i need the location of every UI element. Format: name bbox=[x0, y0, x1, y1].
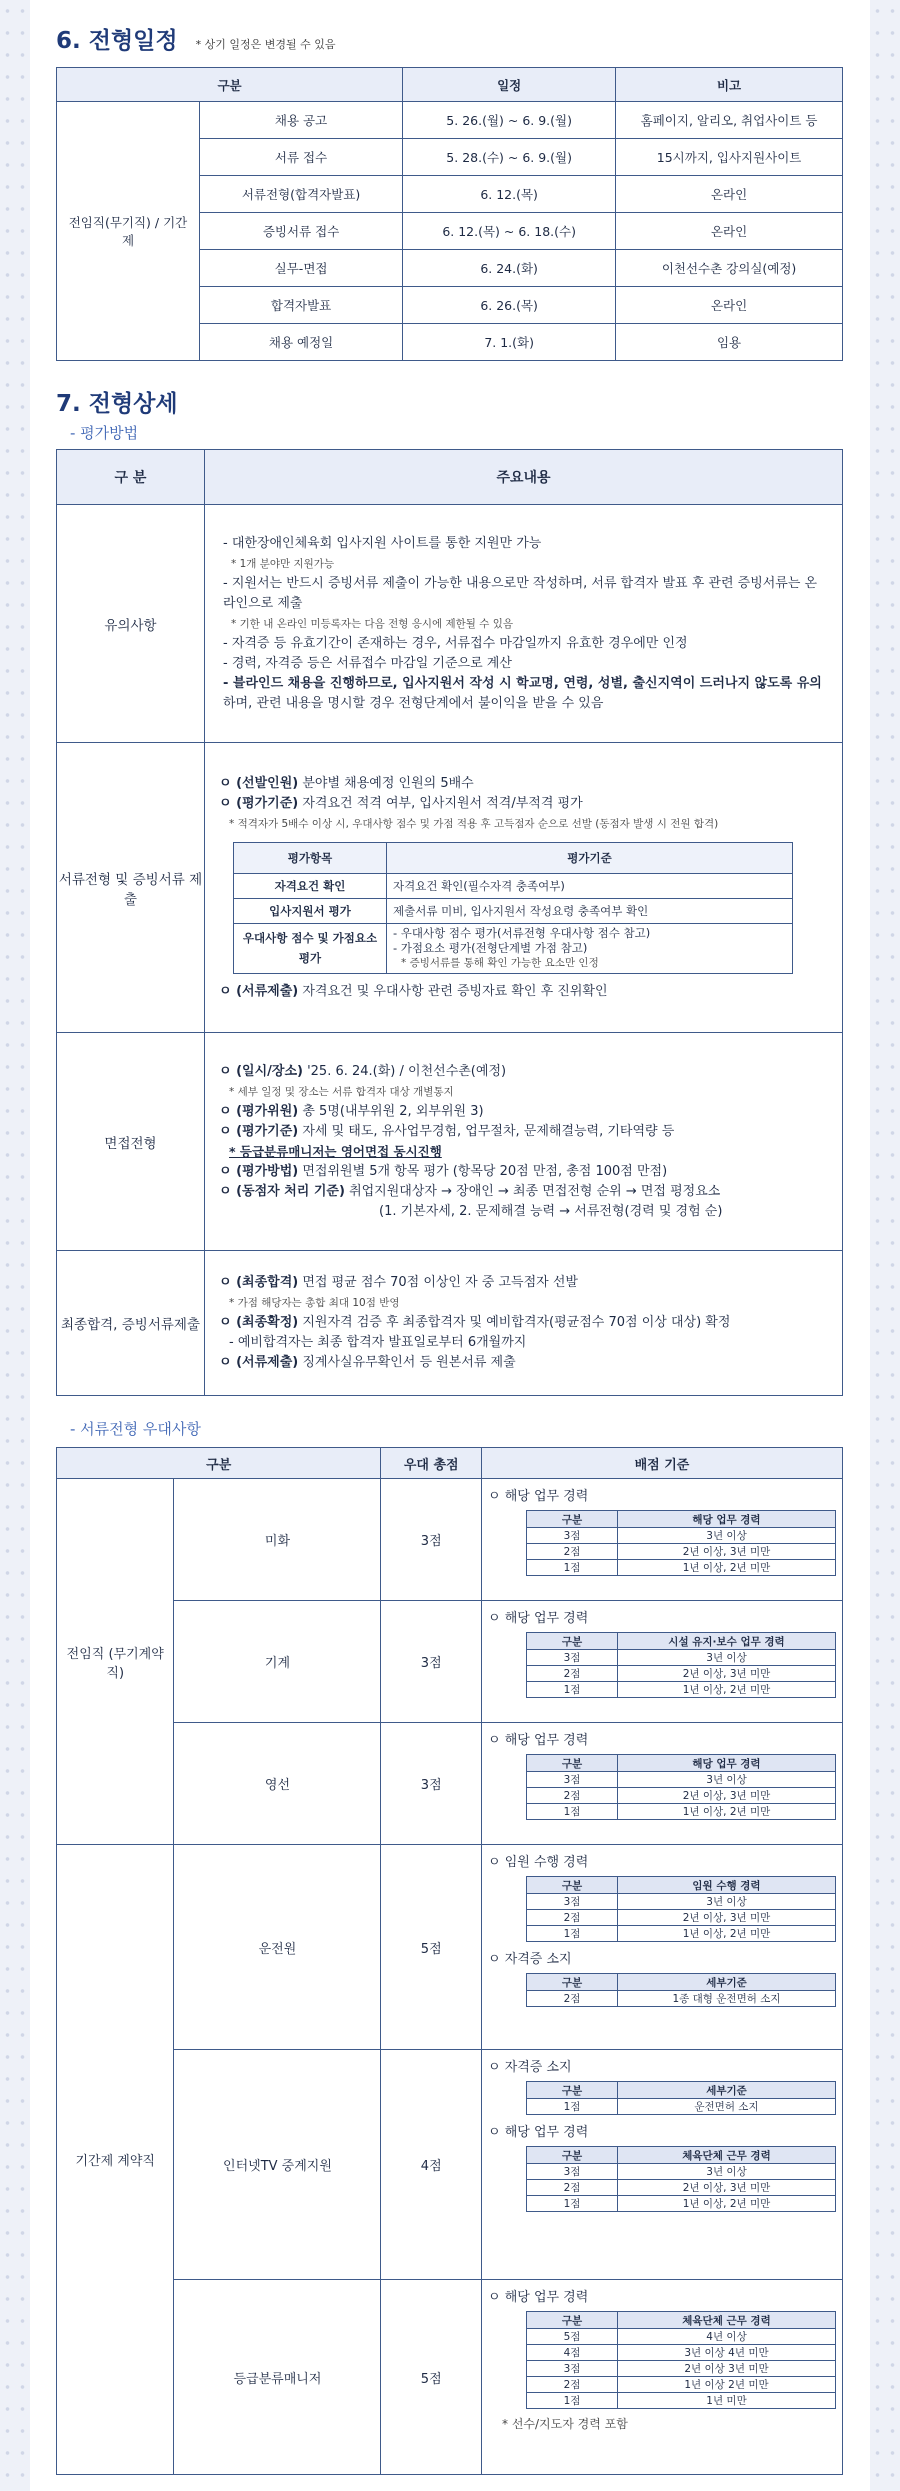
final-line-key: ㅇ (최종합격) bbox=[219, 1275, 299, 1290]
score-table-row bbox=[527, 1560, 836, 1576]
schedule-header: 구분 bbox=[57, 68, 403, 102]
score-table-cell: 5점 bbox=[527, 2329, 618, 2345]
interview-line-key: ㅇ (평가위원) bbox=[219, 1103, 299, 1119]
schedule-cell: 홈페이지, 알리오, 취업사이트 등 bbox=[616, 102, 843, 139]
score-table-header: 임원 수행 경력 bbox=[618, 1877, 836, 1894]
criteria-detail: 제출서류 미비, 입사지원서 작성요령 충족여부 확인 bbox=[387, 898, 793, 923]
final-line bbox=[219, 1353, 828, 1373]
final-label: 최종합격, 증빙서류제출 bbox=[57, 1251, 205, 1396]
schedule-cell: 15시까지, 입사지원사이트 bbox=[616, 139, 843, 176]
score-table-cell: 3점 bbox=[527, 1894, 618, 1910]
score-table-row bbox=[527, 2361, 836, 2377]
score-table-cell: 3점 bbox=[527, 1772, 618, 1788]
criteria-detail: 자격요건 확인(필수자격 충족여부) bbox=[387, 873, 793, 898]
right-decorative-border bbox=[870, 0, 900, 2491]
preference-score: 3점 bbox=[381, 1601, 482, 1723]
interview-line-key: ㅇ (평가기준) bbox=[219, 1123, 299, 1139]
criteria-detail-line: - 우대사항 점수 평가(서류전형 우대사항 점수 참고) bbox=[393, 925, 651, 940]
preference-table bbox=[56, 1447, 843, 2475]
document-screening-content bbox=[205, 743, 843, 1033]
score-table-cell: 1점 bbox=[527, 1804, 618, 1820]
interview-line-key: ㅇ (동점자 처리 기준) bbox=[219, 1183, 345, 1199]
score-table-row bbox=[527, 2377, 836, 2393]
score-table-header: 체육단체 근무 경력 bbox=[618, 2147, 836, 2164]
score-table-cell: 3점 bbox=[527, 1650, 618, 1666]
preference-score: 3점 bbox=[381, 1479, 482, 1601]
preference-score: 4점 bbox=[381, 2050, 482, 2280]
score-table-header: 세부기준 bbox=[618, 1974, 836, 1991]
score-table-cell: 2년 이상, 3년 미만 bbox=[618, 1544, 836, 1560]
score-table-header: 시설 유지·보수 업무 경력 bbox=[618, 1633, 836, 1650]
preference-score: 3점 bbox=[381, 1723, 482, 1845]
score-table-header-row bbox=[527, 1755, 836, 1772]
preference-criteria bbox=[482, 1601, 843, 1723]
schedule-cell: 6. 12.(목) bbox=[403, 176, 616, 213]
score-table bbox=[526, 1510, 836, 1576]
criteria-title: ㅇ 자격증 소지 bbox=[488, 2060, 572, 2075]
score-table bbox=[526, 1754, 836, 1820]
interview-line-key: ㅇ (평가방법) bbox=[219, 1163, 299, 1179]
notice-blind-bold: - 블라인드 채용을 진행하므로, 입사지원서 작성 시 학교명, 연령, 성별, 출신지역이 드러나지 않도록 유의 bbox=[223, 675, 822, 691]
score-table-cell: 1년 미만 bbox=[618, 2393, 836, 2409]
schedule-cell: 6. 12.(목) ~ 6. 18.(수) bbox=[403, 213, 616, 250]
preference-group-label: 기간제 계약직 bbox=[57, 1845, 174, 2475]
preference-row bbox=[57, 2050, 843, 2280]
schedule-cell: 임용 bbox=[616, 324, 843, 361]
preference-subtitle: - 서류전형 우대사항 bbox=[70, 1420, 201, 1438]
schedule-header: 일정 bbox=[403, 68, 616, 102]
schedule-cell: 7. 1.(화) bbox=[403, 324, 616, 361]
criteria-header-row bbox=[234, 842, 793, 873]
schedule-cell: 6. 26.(목) bbox=[403, 287, 616, 324]
criteria-item: 자격요건 확인 bbox=[234, 873, 387, 898]
score-table-header-row bbox=[527, 1633, 836, 1650]
score-table-header: 구분 bbox=[527, 1755, 618, 1772]
interview-english-note: * 등급분류매니저는 영어면접 동시진행 bbox=[229, 1143, 442, 1159]
notice-note: * 1개 분야만 지원가능 bbox=[231, 557, 335, 570]
score-table-cell: 4점 bbox=[527, 2345, 618, 2361]
preference-criteria bbox=[482, 2050, 843, 2280]
preference-header: 구분 bbox=[57, 1448, 381, 1479]
final-line bbox=[219, 1273, 828, 1293]
criteria-title: ㅇ 해당 업무 경력 bbox=[488, 1489, 589, 1504]
preference-row bbox=[57, 1845, 843, 2050]
score-table-cell: 2년 이상, 3년 미만 bbox=[618, 1788, 836, 1804]
preference-position-name: 영선 bbox=[174, 1723, 381, 1845]
score-table-row bbox=[527, 2329, 836, 2345]
criteria-item: 우대사항 점수 및 가점요소평가 bbox=[234, 923, 387, 973]
schedule-cell: 온라인 bbox=[616, 287, 843, 324]
notice-line: - 자격증 등 유효기간이 존재하는 경우, 서류접수 마감일까지 유효한 경우에만 인정 bbox=[223, 635, 688, 651]
score-table-cell: 3점 bbox=[527, 2361, 618, 2377]
doc-line-key: ㅇ (평가기준) bbox=[219, 795, 299, 811]
schedule-cell: 6. 24.(화) bbox=[403, 250, 616, 287]
document-page bbox=[56, 0, 843, 2475]
schedule-group-label: 전임직(무기직) / 기간제 bbox=[57, 102, 200, 361]
criteria-title: ㅇ 해당 업무 경력 bbox=[488, 1611, 589, 1626]
schedule-cell: 서류 접수 bbox=[200, 139, 403, 176]
score-table-cell: 3년 이상 4년 미만 bbox=[618, 2345, 836, 2361]
criteria-title: ㅇ 임원 수행 경력 bbox=[488, 1855, 589, 1870]
final-line bbox=[219, 1313, 828, 1333]
preference-header-row bbox=[57, 1448, 843, 1479]
criteria-item: 입사지원서 평가 bbox=[234, 898, 387, 923]
preference-criteria bbox=[482, 1723, 843, 1845]
score-table-header: 구분 bbox=[527, 1974, 618, 1991]
preference-row bbox=[57, 1601, 843, 1723]
interview-line-continuation: (1. 기본자세, 2. 문제해결 능력 → 서류전형(경력 및 경험 순) bbox=[379, 1203, 723, 1219]
score-table-cell: 2점 bbox=[527, 2180, 618, 2196]
interview-line-text: '25. 6. 24.(화) / 이천선수촌(예정) bbox=[302, 1063, 507, 1079]
score-table-row bbox=[527, 2180, 836, 2196]
final-row bbox=[57, 1251, 843, 1396]
final-line-key: ㅇ (최종확정) bbox=[219, 1315, 299, 1330]
criteria-header: 평가항목 bbox=[234, 842, 387, 873]
score-table-header: 세부기준 bbox=[618, 2082, 836, 2099]
score-table-header: 구분 bbox=[527, 1633, 618, 1650]
doc-line-key: ㅇ (선발인원) bbox=[219, 775, 299, 791]
score-table-header: 해당 업무 경력 bbox=[618, 1755, 836, 1772]
score-table-row bbox=[527, 1788, 836, 1804]
score-table-cell: 2년 이상, 3년 미만 bbox=[618, 1666, 836, 1682]
preference-criteria bbox=[482, 1479, 843, 1601]
criteria-row bbox=[234, 873, 793, 898]
notice-line: - 지원서는 반드시 증빙서류 제출이 가능한 내용으로만 작성하며, 서류 합격자 발표 후 관련 증빙서류는 온라인으로 제출 bbox=[223, 575, 818, 611]
score-table-header: 구분 bbox=[527, 2312, 618, 2329]
score-table-row bbox=[527, 1772, 836, 1788]
score-table-header-row bbox=[527, 1974, 836, 1991]
interview-line bbox=[219, 1122, 828, 1142]
final-line-text: 징계사실유무확인서 등 원본서류 제출 bbox=[298, 1355, 516, 1370]
evaluation-header: 구 분 bbox=[57, 450, 205, 505]
score-table bbox=[526, 2146, 836, 2212]
score-table-header: 구분 bbox=[527, 2147, 618, 2164]
score-table-header-row bbox=[527, 2312, 836, 2329]
score-table-row bbox=[527, 1528, 836, 1544]
score-table-header: 구분 bbox=[527, 1511, 618, 1528]
score-table-row bbox=[527, 1804, 836, 1820]
criteria-title: ㅇ 해당 업무 경력 bbox=[488, 2290, 589, 2305]
score-table-cell: 2년 이상, 3년 미만 bbox=[618, 1910, 836, 1926]
score-table-cell: 2년 이상, 3년 미만 bbox=[618, 2180, 836, 2196]
score-table-cell: 1년 이상, 2년 미만 bbox=[618, 2196, 836, 2212]
evaluation-method-subtitle: - 평가방법 bbox=[70, 424, 139, 442]
notice-row bbox=[57, 505, 843, 743]
schedule-header: 비고 bbox=[616, 68, 843, 102]
interview-label: 면접전형 bbox=[57, 1033, 205, 1251]
score-table-row bbox=[527, 2164, 836, 2180]
schedule-header-row bbox=[57, 68, 843, 102]
preference-position-name: 미화 bbox=[174, 1479, 381, 1601]
score-table-cell: 1점 bbox=[527, 2099, 618, 2115]
score-table-cell: 1년 이상, 2년 미만 bbox=[618, 1682, 836, 1698]
criteria-detail-note: * 증빙서류를 통해 확인 가능한 요소만 인정 bbox=[401, 956, 599, 969]
doc-line bbox=[219, 774, 828, 794]
evaluation-header-row bbox=[57, 450, 843, 505]
score-table-row bbox=[527, 2393, 836, 2409]
criteria-title: ㅇ 자격증 소지 bbox=[488, 1952, 572, 1967]
final-line-key: ㅇ (서류제출) bbox=[219, 1355, 299, 1370]
interview-line-key: ㅇ (일시/장소) bbox=[219, 1063, 303, 1079]
schedule-row bbox=[57, 102, 843, 139]
doc-line-key: ㅇ (서류제출) bbox=[219, 983, 299, 999]
score-table-cell: 1년 이상, 2년 미만 bbox=[618, 1926, 836, 1942]
score-table-row bbox=[527, 1666, 836, 1682]
document-criteria-table bbox=[233, 842, 793, 974]
score-table-row bbox=[527, 1650, 836, 1666]
score-table-cell: 1년 이상, 2년 미만 bbox=[618, 1804, 836, 1820]
score-table-cell: 1점 bbox=[527, 1560, 618, 1576]
final-line-text: 지원자격 검증 후 최종합격자 및 예비합격자(평균점수 70점 이상 대상) 확정 bbox=[298, 1315, 731, 1330]
notice-blind-text: 하며, 관련 내용을 명시할 경우 전형단계에서 불이익을 받을 수 있음 bbox=[223, 695, 604, 711]
score-table bbox=[526, 1973, 836, 2007]
score-table-row bbox=[527, 2099, 836, 2115]
interview-note: * 세부 일정 및 장소는 서류 합격자 대상 개별통지 bbox=[229, 1085, 454, 1098]
score-table-cell: 2점 bbox=[527, 1666, 618, 1682]
schedule-cell: 합격자발표 bbox=[200, 287, 403, 324]
preference-row bbox=[57, 2280, 843, 2475]
schedule-cell: 채용 예정일 bbox=[200, 324, 403, 361]
schedule-cell: 5. 26.(월) ~ 6. 9.(월) bbox=[403, 102, 616, 139]
interview-row bbox=[57, 1033, 843, 1251]
score-table-cell: 3년 이상 bbox=[618, 1650, 836, 1666]
criteria-footnote: * 선수/지도자 경력 포함 bbox=[502, 2417, 628, 2431]
score-table-row bbox=[527, 1682, 836, 1698]
score-table-cell: 1점 bbox=[527, 1682, 618, 1698]
interview-content bbox=[205, 1033, 843, 1251]
interview-line-text: 총 5명(내부위원 2, 외부위원 3) bbox=[298, 1103, 484, 1119]
final-line-text: 면접 평균 점수 70점 이상인 자 중 고득점자 선발 bbox=[298, 1275, 578, 1290]
score-table-cell: 1점 bbox=[527, 2196, 618, 2212]
score-table-cell: 2년 이상 3년 미만 bbox=[618, 2361, 836, 2377]
score-table-cell: 3점 bbox=[527, 2164, 618, 2180]
doc-line bbox=[219, 982, 828, 1002]
schedule-cell: 실무-면접 bbox=[200, 250, 403, 287]
score-table-cell: 2점 bbox=[527, 1910, 618, 1926]
preference-header: 우대 총점 bbox=[381, 1448, 482, 1479]
score-table-header: 구분 bbox=[527, 1877, 618, 1894]
preference-criteria bbox=[482, 1845, 843, 2050]
score-table-cell: 3년 이상 bbox=[618, 1894, 836, 1910]
section6-title bbox=[56, 22, 843, 55]
final-content bbox=[205, 1251, 843, 1396]
score-table-header-row bbox=[527, 2082, 836, 2099]
section7-title: 7. 전형상세 bbox=[56, 391, 178, 417]
schedule-cell: 서류전형(합격자발표) bbox=[200, 176, 403, 213]
evaluation-table bbox=[56, 449, 843, 1396]
score-table-cell: 1종 대형 운전면허 소지 bbox=[618, 1991, 836, 2007]
left-decorative-border bbox=[0, 0, 30, 2491]
schedule-cell: 온라인 bbox=[616, 213, 843, 250]
preference-score: 5점 bbox=[381, 2280, 482, 2475]
schedule-cell: 채용 공고 bbox=[200, 102, 403, 139]
score-table-header: 체육단체 근무 경력 bbox=[618, 2312, 836, 2329]
score-table-cell: 2점 bbox=[527, 1788, 618, 1804]
score-table-cell: 3점 bbox=[527, 1528, 618, 1544]
score-table-row bbox=[527, 1894, 836, 1910]
notice-label: 유의사항 bbox=[57, 505, 205, 743]
score-table-header-row bbox=[527, 1877, 836, 1894]
score-table-header: 해당 업무 경력 bbox=[618, 1511, 836, 1528]
criteria-row bbox=[234, 898, 793, 923]
score-table-cell: 1점 bbox=[527, 2393, 618, 2409]
notice-note: * 기한 내 온라인 미등록자는 다음 전형 응시에 제한될 수 있음 bbox=[231, 617, 514, 630]
document-screening-row bbox=[57, 743, 843, 1033]
score-table bbox=[526, 2311, 836, 2409]
score-table bbox=[526, 1632, 836, 1698]
doc-note: * 적격자가 5배수 이상 시, 우대사항 점수 및 가점 적용 후 고득점자 순으로 선발 (동점자 발생 시 전원 합격) bbox=[229, 817, 719, 830]
score-table-cell: 1년 이상, 2년 미만 bbox=[618, 1560, 836, 1576]
interview-line-text: 면접위원별 5개 항목 평가 (항목당 20점 만점, 총점 100점 만점) bbox=[298, 1163, 668, 1179]
section6-note: * 상기 일정은 변경될 수 있음 bbox=[195, 38, 336, 51]
doc-line bbox=[219, 794, 828, 814]
section6-title-text: 6. 전형일정 bbox=[56, 28, 178, 54]
preference-row bbox=[57, 1723, 843, 1845]
notice-line: - 경력, 자격증 등은 서류접수 마감일 기준으로 계산 bbox=[223, 655, 512, 671]
preference-score: 5점 bbox=[381, 1845, 482, 2050]
score-table-cell: 3년 이상 bbox=[618, 1772, 836, 1788]
score-table-row bbox=[527, 2196, 836, 2212]
document-screening-label: 서류전형 및 증빙서류 제출 bbox=[57, 743, 205, 1033]
evaluation-header: 주요내용 bbox=[205, 450, 843, 505]
score-table-row bbox=[527, 1926, 836, 1942]
interview-line bbox=[219, 1062, 828, 1082]
notice-line bbox=[223, 674, 828, 714]
notice-line: - 대한장애인체육회 입사지원 사이트를 통한 지원만 가능 bbox=[223, 535, 542, 551]
interview-line-text: 취업지원대상자 → 장애인 → 최종 면접전형 순위 → 면접 평정요소 bbox=[344, 1183, 721, 1199]
score-table-cell: 2점 bbox=[527, 2377, 618, 2393]
doc-line-text: 자격요건 적격 여부, 입사지원서 적격/부적격 평가 bbox=[298, 795, 583, 811]
score-table bbox=[526, 1876, 836, 1942]
criteria-row bbox=[234, 923, 793, 973]
score-table-cell: 운전면허 소지 bbox=[618, 2099, 836, 2115]
score-table-row bbox=[527, 2345, 836, 2361]
preference-row bbox=[57, 1479, 843, 1601]
score-table-header-row bbox=[527, 2147, 836, 2164]
preference-position-name: 운전원 bbox=[174, 1845, 381, 2050]
interview-line bbox=[219, 1182, 828, 1202]
score-table-cell: 1점 bbox=[527, 1926, 618, 1942]
schedule-cell: 이천선수촌 강의실(예정) bbox=[616, 250, 843, 287]
criteria-title: ㅇ 해당 업무 경력 bbox=[488, 1733, 589, 1748]
score-table-cell: 2점 bbox=[527, 1991, 618, 2007]
score-table-cell: 3년 이상 bbox=[618, 1528, 836, 1544]
notice-content bbox=[205, 505, 843, 743]
doc-line-text: 분야별 채용예정 인원의 5배수 bbox=[298, 775, 474, 791]
score-table-header-row bbox=[527, 1511, 836, 1528]
interview-line bbox=[219, 1162, 828, 1182]
score-table-cell: 3년 이상 bbox=[618, 2164, 836, 2180]
score-table-cell: 1년 이상 2년 미만 bbox=[618, 2377, 836, 2393]
preference-group-label: 전임직 (무기계약직) bbox=[57, 1479, 174, 1845]
score-table-cell: 2점 bbox=[527, 1544, 618, 1560]
criteria-detail-line: - 가점요소 평가(전형단계별 가점 참고) bbox=[393, 940, 588, 955]
score-table-row bbox=[527, 1991, 836, 2007]
score-table-row bbox=[527, 1544, 836, 1560]
criteria-detail bbox=[387, 923, 793, 973]
interview-line-text: 자세 및 태도, 유사업무경험, 업무절차, 문제해결능력, 기타역량 등 bbox=[298, 1123, 675, 1139]
criteria-title: ㅇ 해당 업무 경력 bbox=[488, 2125, 589, 2140]
schedule-cell: 증빙서류 접수 bbox=[200, 213, 403, 250]
preference-header: 배점 기준 bbox=[482, 1448, 843, 1479]
final-note: * 가점 해당자는 총합 최대 10점 반영 bbox=[229, 1297, 400, 1309]
score-table-cell: 4년 이상 bbox=[618, 2329, 836, 2345]
preference-criteria bbox=[482, 2280, 843, 2475]
schedule-table bbox=[56, 67, 843, 361]
score-table bbox=[526, 2081, 836, 2115]
final-line-reserve: - 예비합격자는 최종 합격자 발표일로부터 6개월까지 bbox=[229, 1335, 527, 1350]
preference-position-name: 인터넷TV 중계지원 bbox=[174, 2050, 381, 2280]
score-table-header: 구분 bbox=[527, 2082, 618, 2099]
preference-position-name: 등급분류매니저 bbox=[174, 2280, 381, 2475]
doc-line-text: 자격요건 및 우대사항 관련 증빙자료 확인 후 진위확인 bbox=[298, 983, 608, 999]
criteria-header: 평가기준 bbox=[387, 842, 793, 873]
interview-line bbox=[219, 1102, 828, 1122]
schedule-cell: 5. 28.(수) ~ 6. 9.(월) bbox=[403, 139, 616, 176]
schedule-cell: 온라인 bbox=[616, 176, 843, 213]
score-table-row bbox=[527, 1910, 836, 1926]
preference-position-name: 기계 bbox=[174, 1601, 381, 1723]
